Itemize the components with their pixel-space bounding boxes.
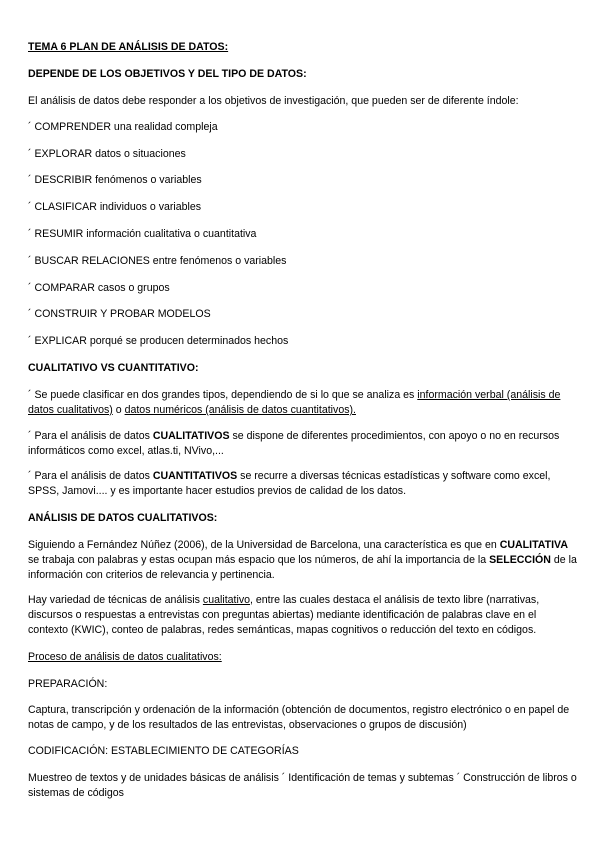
objective-item: ´ COMPRENDER una realidad compleja	[28, 121, 218, 133]
intro-paragraph: El análisis de datos debe responder a los objetivos de investigación, que pueden ser de diferente índole:	[28, 95, 519, 107]
codification-text: Muestreo de textos y de unidades básicas de análisis ´ Identificación de temas y subtemas ´ Construcción de libros o sistemas de códigos	[28, 772, 577, 799]
objective-item: ´ DESCRIBIR fenómenos o variables	[28, 174, 202, 186]
codification-title: CODIFICACIÓN: ESTABLECIMIENTO DE CATEGORÍAS	[28, 745, 299, 757]
objective-item: ´ COMPARAR casos o grupos	[28, 282, 170, 294]
underlined-verbal: información verbal (análisis de datos cualitativos)	[28, 389, 561, 416]
process-title: Proceso de análisis de datos cualitativos:	[28, 651, 222, 663]
underlined-numeric: datos numéricos (análisis de datos cuantitativos).	[124, 404, 356, 416]
objective-item: ´ BUSCAR RELACIONES entre fenómenos o variables	[28, 255, 287, 267]
paragraph-clasificacion: ´ Se puede clasificar en dos grandes tipos, dependiendo de si lo que se analiza es información verbal (análisis de datos cualitativos) o datos numéricos (análisis de datos cuantitativos).	[28, 389, 561, 416]
heading-objetivos: DEPENDE DE LOS OBJETIVOS Y DEL TIPO DE DATOS:	[28, 68, 307, 80]
objective-item: ´ EXPLORAR datos o situaciones	[28, 148, 186, 160]
paragraph-cuantitativos: ´ Para el análisis de datos CUANTITATIVOS se recurre a diversas técnicas estadísticas y software como excel, SPSS, Jamovi.... y es importante hacer estudios previos de calidad de los datos.	[28, 470, 551, 497]
objective-item: ´ CLASIFICAR individuos o variables	[28, 201, 202, 213]
document-title: TEMA 6 PLAN DE ANÁLISIS DE DATOS:	[28, 41, 229, 53]
heading-analisis-cualitativos: ANÁLISIS DE DATOS CUALITATIVOS:	[28, 512, 218, 524]
paragraph-fernandez: Siguiendo a Fernández Núñez (2006), de la Universidad de Barcelona, una característica es que en CUALITATIVA se trabaja con palabras y estas ocupan más espacio que los números, de ahí la importancia de la SELECCIÓN de la información con criterios de relevancia y pertinencia.	[28, 539, 577, 581]
preparation-text: Captura, transcripción y ordenación de la información (obtención de documentos, registro electrónico o en papel de notas de campo, y de los resultados de las entrevistas, observaciones o grupos de discusión)	[28, 704, 570, 731]
heading-cualitativo-vs-cuantitativo: CUALITATIVO VS CUANTITATIVO:	[28, 362, 199, 374]
objective-item: ´ RESUMIR información cualitativa o cuantitativa	[28, 228, 257, 240]
objective-item: ´ EXPLICAR porqué se producen determinados hechos	[28, 335, 289, 347]
paragraph-cualitativos: ´ Para el análisis de datos CUALITATIVOS se dispone de diferentes procedimientos, con apoyo o no en recursos informáticos como excel, atlas.ti, NVivo,...	[28, 430, 560, 457]
objective-item: ´ CONSTRUIR Y PROBAR MODELOS	[28, 308, 211, 320]
paragraph-tecnicas: Hay variedad de técnicas de análisis cualitativo, entre las cuales destaca el análisis de texto libre (narrativas, discursos o respuestas a entrevistas con preguntas abiertas) mediante identificación de palabras clave en el contexto (KWIC), conteo de palabras, redes semánticas, mapas cognitivos o reducción del texto en códigos.	[28, 594, 540, 636]
preparation-title: PREPARACIÓN:	[28, 678, 108, 690]
